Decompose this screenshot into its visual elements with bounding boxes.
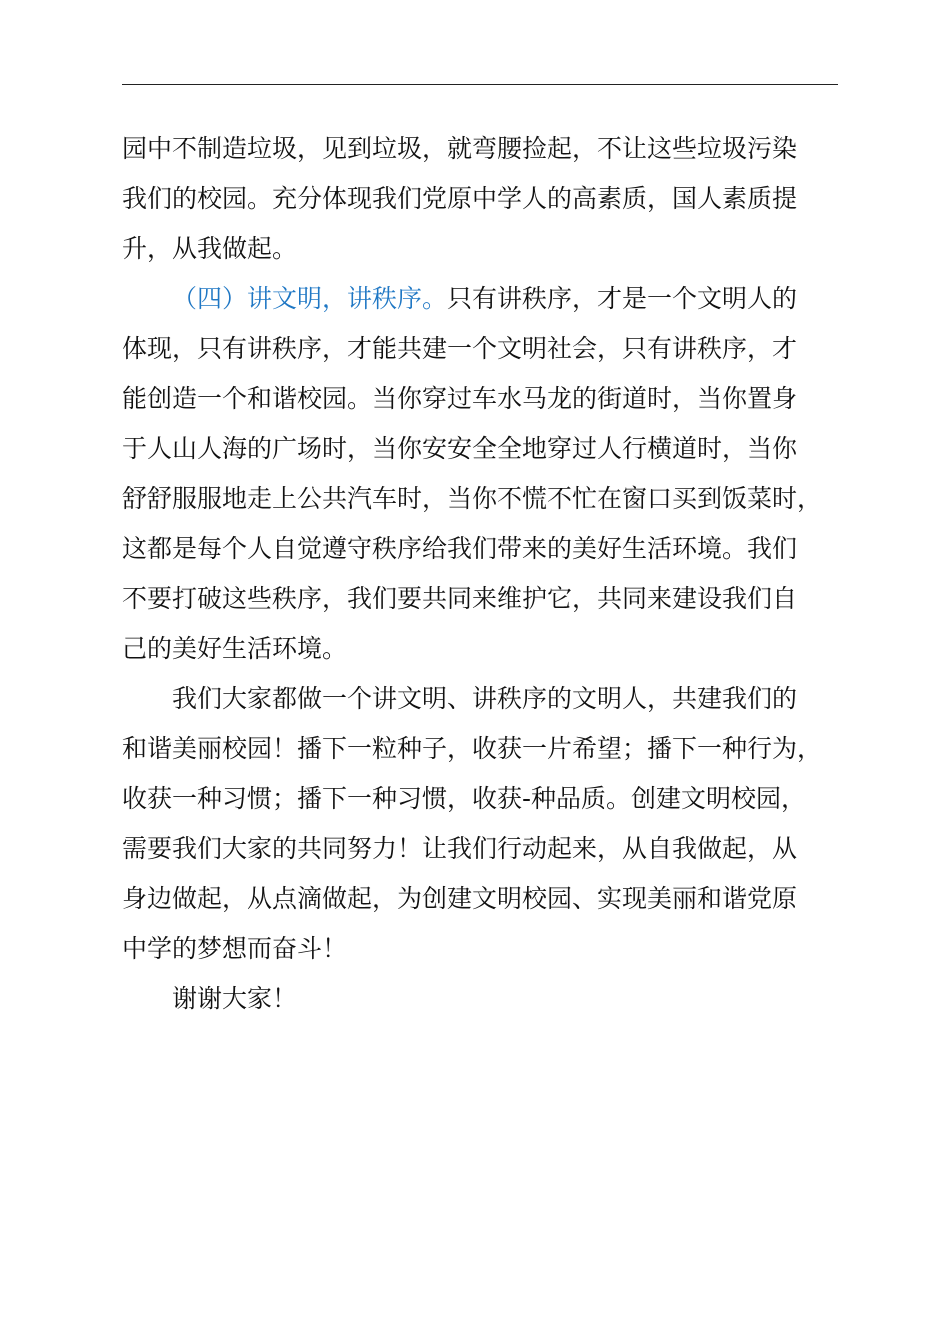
text-line: 需要我们大家的共同努力！让我们行动起来，从自我做起，从 [122,834,798,863]
text-line: 己的美好生活环境。 [122,634,348,663]
closing-line: 谢谢大家！ [172,984,298,1013]
text-line: 我们大家都做一个讲文明、讲秩序的文明人，共建我们的 [172,684,798,713]
text-line [122,274,838,324]
text-line: 这都是每个人自觉遵守秩序给我们带来的美好生活环境。我们 [122,534,798,563]
text-line: 中学的梦想而奋斗！ [122,934,348,963]
section-heading: （四）讲文明，讲秩序。 [172,284,448,313]
paragraph-litter [122,124,838,274]
text-line: 体现，只有讲秩序，才能共建一个文明社会，只有讲秩序，才 [122,334,798,363]
text-line: 不要打破这些秩序，我们要共同来维护它，共同来建设我们自 [122,584,798,613]
document-body [122,124,838,1024]
text-line: 和谐美丽校园！播下一粒种子，收获一片希望；播下一种行为， [122,734,823,763]
text-line: 我们的校园。充分体现我们党原中学人的高素质，国人素质提 [122,184,798,213]
text-line: 舒舒服服地走上公共汽车时，当你不慌不忙在窗口买到饭菜时， [122,484,823,513]
text-line: 收获一种习惯；播下一种习惯，收获-种品质。创建文明校园， [122,784,807,813]
text-line: 升，从我做起。 [122,234,298,263]
text-run: 只有讲秩序，才是一个文明人的 [447,284,798,313]
paragraph-call-to-action [122,674,838,974]
header-rule [122,84,838,85]
text-line: 能创造一个和谐校园。当你穿过车水马龙的街道时，当你置身 [122,384,798,413]
text-line: 身边做起，从点滴做起，为创建文明校园、实现美丽和谐党原 [122,884,798,913]
text-line: 园中不制造垃圾，见到垃圾，就弯腰捡起，不让这些垃圾污染 [122,134,798,163]
paragraph-order [122,274,838,674]
text-line: 于人山人海的广场时，当你安安全全地穿过人行横道时，当你 [122,434,798,463]
